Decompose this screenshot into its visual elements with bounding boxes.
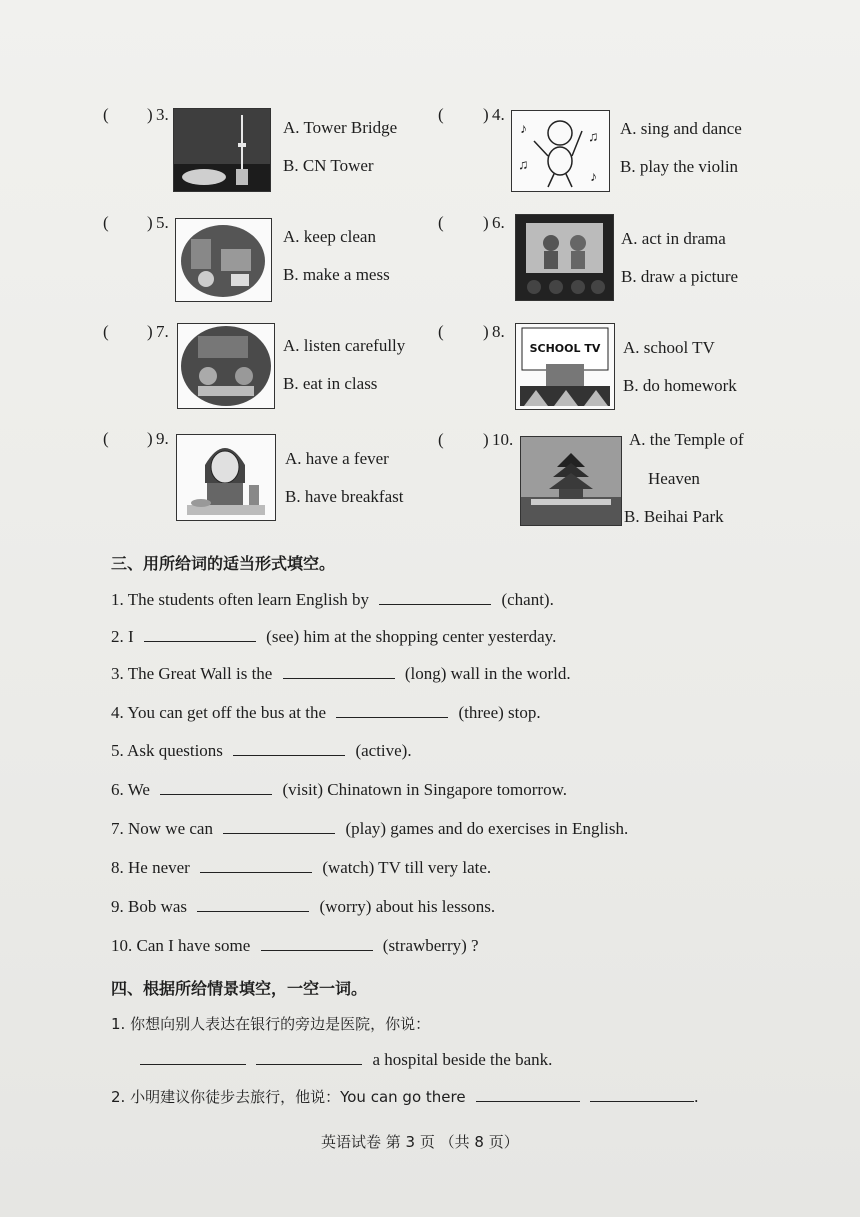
option-a: A. have a fever (285, 449, 389, 468)
temple-of-heaven (520, 436, 622, 526)
cn-tower-photo (173, 108, 271, 192)
question-text: 8. He never (111, 858, 190, 877)
period: . (694, 1087, 699, 1106)
option-b: B. play the violin (620, 157, 739, 176)
item-number: 6. (492, 213, 505, 232)
answer-paren-close: ) (147, 429, 153, 448)
hint-word: (play) games and do exercises in English. (345, 819, 629, 838)
option-a: A. sing and dance (620, 119, 742, 138)
answer-paren-close: ) (483, 105, 489, 124)
answer-blank[interactable] (197, 897, 309, 912)
singing-cartoon (511, 110, 610, 192)
option-a: A. Tower Bridge (283, 118, 398, 137)
item-number: 7. (156, 322, 169, 341)
option-a: A. act in drama (621, 229, 726, 248)
item-number: 9. (156, 429, 169, 448)
hint-word: (worry) about his lessons. (319, 897, 496, 916)
svg-text:♪: ♪ (520, 122, 527, 137)
situation-prompt: 2. 小明建议你徒步去旅行，他说：You can go there (111, 1088, 466, 1106)
answer-blank[interactable] (476, 1087, 580, 1102)
hint-word: (see) him at the shopping center yesterday. (266, 627, 557, 646)
option-b: B. CN Tower (283, 156, 374, 175)
option-a: A. the Temple of (629, 430, 744, 449)
option-a: A. keep clean (283, 227, 376, 246)
option-b: B. have breakfast (285, 487, 404, 506)
answer-blank[interactable] (336, 703, 448, 718)
item-number: 10. (492, 430, 514, 449)
answer-paren-open: ( (103, 213, 109, 232)
answer-blank[interactable] (144, 627, 256, 642)
option-b: B. eat in class (283, 374, 378, 393)
item-number: 4. (492, 105, 505, 124)
answer-paren-close: ) (483, 322, 489, 341)
fill-question (111, 858, 491, 878)
question-text: 10. Can I have some (111, 936, 251, 955)
section3-title: 三、用所给词的适当形式填空。 (111, 554, 336, 573)
answer-paren-open: ( (438, 213, 444, 232)
option-b: B. make a mess (283, 265, 390, 284)
question-text: 4. You can get off the bus at the (111, 703, 326, 722)
hint-word: (chant). (501, 590, 554, 609)
hint-word: (visit) Chinatown in Singapore tomorrow. (282, 780, 567, 799)
answer-paren-close: ) (147, 322, 153, 341)
fill-question (111, 897, 495, 917)
answer-paren-open: ( (103, 429, 109, 448)
question-text: 2. I (111, 627, 134, 646)
answer-paren-open: ( (438, 105, 444, 124)
fill-question (111, 703, 541, 723)
fill-question (111, 780, 567, 800)
answer-blank[interactable] (160, 780, 272, 795)
answer-paren-open: ( (438, 322, 444, 341)
fill-question (111, 936, 479, 956)
option-a-continued: Heaven (648, 469, 700, 488)
option-b: B. Beihai Park (624, 507, 724, 526)
answer-blank[interactable] (261, 936, 373, 951)
girl-breakfast (176, 434, 276, 521)
question-text: 7. Now we can (111, 819, 213, 838)
sentence-tail: a hospital beside the bank. (372, 1050, 553, 1069)
hint-word: (active). (355, 741, 412, 760)
situation-prompt: 1. 你想向别人表达在银行的旁边是医院，你说： (111, 1015, 431, 1033)
answer-paren-open: ( (103, 322, 109, 341)
answer-paren-open: ( (103, 105, 109, 124)
answer-paren-close: ) (147, 213, 153, 232)
fill-question (111, 590, 554, 610)
svg-text:♫: ♫ (588, 130, 599, 145)
question-text: 9. Bob was (111, 897, 188, 916)
answer-paren-close: ) (483, 430, 489, 449)
fill-question (111, 741, 412, 761)
section4-title: 四、根据所给情景填空，一空一词。 (111, 979, 368, 998)
answer-blank[interactable] (223, 819, 335, 834)
situation-question (111, 1086, 698, 1107)
answer-blank[interactable] (256, 1050, 362, 1065)
option-a: A. listen carefully (283, 336, 406, 355)
option-b: B. draw a picture (621, 267, 739, 286)
fill-question (111, 819, 628, 839)
fill-question (111, 627, 556, 647)
question-text: 1. The students often learn English by (111, 590, 369, 609)
item-number: 8. (492, 322, 505, 341)
page-footer: 英语试卷 第 3 页 （共 8 页） (321, 1133, 519, 1151)
svg-text:♫: ♫ (518, 158, 529, 173)
answer-paren-close: ) (483, 213, 489, 232)
answer-blank[interactable] (590, 1087, 694, 1102)
fill-question (111, 664, 571, 684)
hint-word: (three) stop. (458, 703, 541, 722)
hint-word: (watch) TV till very late. (322, 858, 492, 877)
question-text: 5. Ask questions (111, 741, 223, 760)
item-number: 5. (156, 213, 169, 232)
school-tv-sign: SCHOOL TV (529, 342, 601, 355)
school-tv (515, 323, 615, 410)
hint-word: (long) wall in the world. (404, 664, 571, 683)
answer-blank[interactable] (283, 664, 395, 679)
option-b: B. do homework (623, 376, 737, 395)
option-a: A. school TV (623, 338, 715, 357)
question-text: 6. We (111, 780, 150, 799)
svg-text:♪: ♪ (590, 170, 597, 185)
messy-room (175, 218, 272, 302)
answer-blank[interactable] (200, 858, 312, 873)
answer-paren-close: ) (147, 105, 153, 124)
question-text: 3. The Great Wall is the (111, 664, 273, 683)
stage-drama (515, 214, 614, 301)
hint-word: (strawberry) ? (382, 936, 479, 955)
answer-blank[interactable] (379, 590, 491, 605)
item-number: 3. (156, 105, 169, 124)
answer-blank[interactable] (233, 741, 345, 756)
answer-blank[interactable] (140, 1050, 246, 1065)
classroom (177, 323, 275, 409)
situation-answer-line (140, 1050, 552, 1070)
answer-paren-open: ( (438, 430, 444, 449)
